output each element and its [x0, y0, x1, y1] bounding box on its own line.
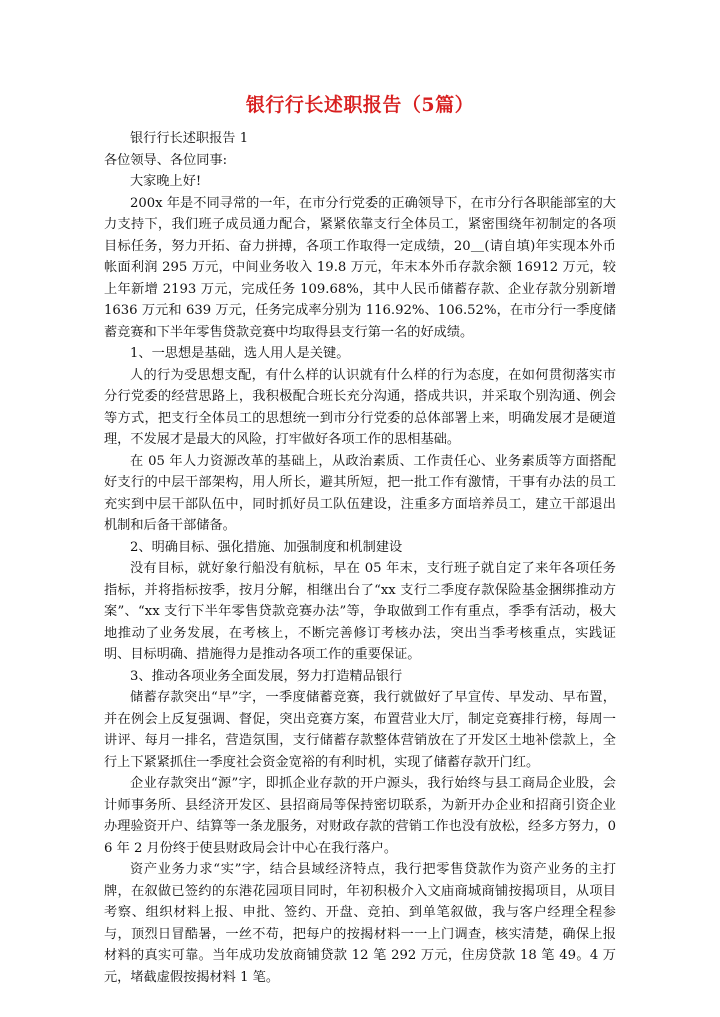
- paragraph: 没有目标，就好象行船没有航标，早在 05 年末，支行班子就自定了来年各项任务指标，并将指标按季，按月分解，相继出台了“xx 支行二季度存款保险基金捆绑推动方案”、“xx 支行下半年零售贷款竞赛办法”等，争取做到工作有重点，季季有活动，极大地推动了业务发展，在考核上，不断完善修订考核办法，突出当季考核重点，实践证明、目标明确、措施得力是推动各项工作的重要保证。: [104, 561, 616, 662]
- document-title: 银行行长述职报告（5篇）: [245, 94, 475, 116]
- paragraph: 银行行长述职报告 1: [130, 131, 249, 146]
- document-page: [104, 92, 616, 988]
- paragraph: 各位领导、各位同事:: [104, 152, 228, 168]
- paragraph: 人的行为受思想支配，有什么样的认识就有什么样的行为态度，在如何贯彻落实市分行党委的经营思路上，我积极配合班长充分沟通，搭成共识，并采取个别沟通、例会等方式，把支行全体员工的思想统一到市分行党委的总体部署上来，明确发展才是硬道理，不发展才是最大的风险，打牢做好各项工作的思相基础。: [104, 367, 616, 447]
- paragraph: 企业存款突出“源”字，即抓企业存款的开户源头，我行始终与县工商局企业股，会计师事务所、县经济开发区、县招商局等保持密切联系，为新开办企业和招商引资企业办理验资开户、结算等一条龙服务，对财政存款的营销工作也没有放松，经多方努力，06 年 2 月份终于使县财政局会计中心在我行落户。: [104, 776, 616, 856]
- paragraph: 1、一思想是基础，选人用人是关键。: [130, 346, 350, 361]
- paragraph: 资产业务力求“实”字，结合县域经济特点，我行把零售贷款作为资产业务的主打牌，在叙做已签约的东港花园项目同时，年初积极介入文庙商城商铺按揭项目，从项目考察、组织材料上报、申批、签约、开盘、竞拍、到单笔叙做，我与客户经理全程参与，顶烈日冒酷暑，一丝不苟，把每户的按揭材料一一上门调查，核实清楚，确保上报材料的真实可靠。当年成功发放商铺贷款 12 笔 292 万元，住房贷款 18 笔 49。4 万元，堵截虚假按揭材料 1 笔。: [104, 862, 616, 985]
- document-body: [104, 128, 616, 988]
- paragraph: 储蓄存款突出“早”字，一季度储蓄竞赛，我行就做好了早宣传、早发动、早布置，并在例会上反复强调、督促，突出竞赛方案，布置营业大厅，制定竞赛排行榜，每周一讲评、每月一排名，营造氛围，支行储蓄存款整体营销放在了开发区土地补偿款上，全行上下紧紧抓住一季度社会资金宽裕的有利时机，实现了储蓄存款开门红。: [104, 690, 616, 770]
- paragraph: 在 05 年人力资源改革的基础上，从政治素质、工作责任心、业务素质等方面搭配好支行的中层干部架构，用人所长，避其所短，把一批工作有激情，干事有办法的员工充实到中层干部队伍中，同时抓好员工队伍建设，注重多方面培养员工，建立干部退出机制和后备干部储备。: [104, 453, 616, 533]
- paragraph: 200x 年是不同寻常的一年，在市分行党委的正确领导下，在市分行各职能部室的大力支持下，我们班子成员通力配合，紧紧依靠支行全体员工，紧密围绕年初制定的各项目标任务，努力开拓、奋力拼搏，各项工作取得一定成绩，20＿(请自填)年实现本外币帐面利润 295 万元，中间业务收入 19.8 万元，年末本外币存款余额 16912 万元，较上年新增 2193 万元，完成任务 109.68%，其中人民币储蓄存款、企业存款分别新增 1636 万元和 639 万元，任务完成率分别为 116.92%、106.52%，在市分行一季度储蓄竞赛和下半年零售贷款竞赛中均取得县支行第一名的好成绩。: [104, 195, 616, 340]
- paragraph: 3、推动各项业务全面发展，努力打造精品银行: [130, 668, 403, 684]
- paragraph: 2、明确目标、强化措施、加强制度和机制建设: [130, 539, 403, 555]
- paragraph: 大家晚上好!: [130, 174, 202, 189]
